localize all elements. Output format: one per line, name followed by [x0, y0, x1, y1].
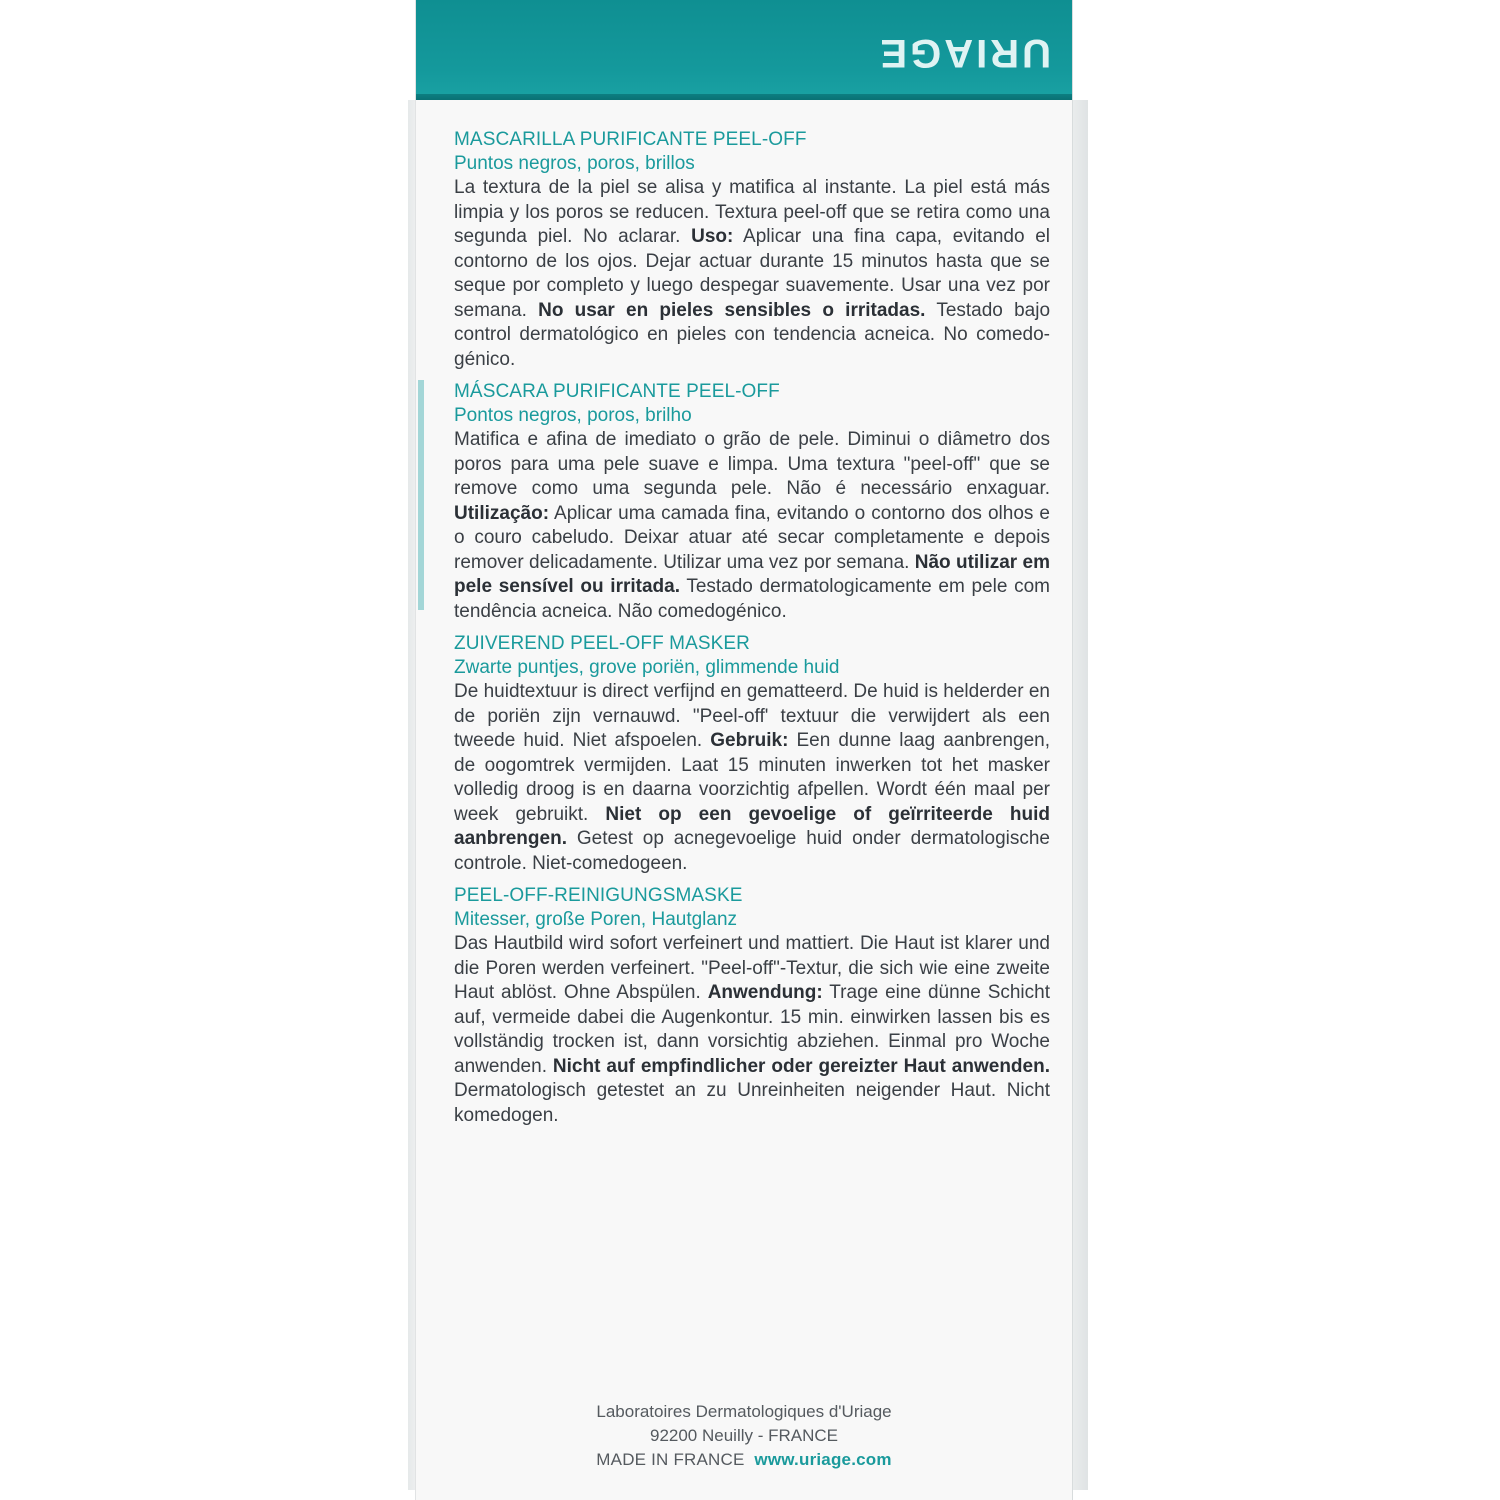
section-body: Matifica e afina de imediato o grão de pele. Diminui o diâmetro dos poros para uma pele suave e limpa. Uma textura "peel-off" que se remove como uma segunda pele. Não é necessário enxaguar. Utilização: Aplicar uma camada fina, evitando o contorno dos olhos e o couro cabeludo. Deixar atuar até secar completamente e depois remover delicadamente. Utilizar uma vez por semana. Não utilizar em pele sensível ou irritada. Testado dermatologicamente em pele com tendência acneica. Não comedogénico. — [454, 429, 1050, 622]
flap-fold-edge — [416, 94, 1072, 100]
box-top-flap — [416, 0, 1072, 100]
section-spanish — [454, 128, 1050, 372]
manufacturer-footer — [416, 1400, 1072, 1472]
section-title: MÁSCARA PURIFICANTE PEEL-OFF — [454, 381, 780, 402]
section-portuguese — [454, 380, 1050, 624]
origin-line: MADE IN FRANCE www.uriage.com — [596, 1450, 892, 1469]
section-subtitle: Zwarte puntjes, grove poriën, glimmende huid — [454, 657, 840, 678]
section-body: De huidtextuur is direct verfijnd en gematteerd. De huid is helderder en de poriën zijn vernauwd. "Peel-off' textuur die verwijdert als een tweede huid. Niet afspoelen. Gebruik: Een dunne laag aanbrengen, de oogomtrek vermijden. Laat 15 minuten inwerken tot het masker volledig droog is en daarna voorzichtig afpellen. Wordt één maal per week gebruikt. Niet op een gevoelige of geïrriteerde huid aanbrengen. Getest op acnegevoelige huid onder dermatologische controle. Niet-comedogeen. — [454, 681, 1050, 874]
label-text-block — [454, 128, 1050, 1136]
section-body: Das Hautbild wird sofort verfeinert und mattiert. Die Haut ist klarer und die Poren werden verfeinert. "Peel-off"-Textur, die sich wie eine zweite Haut ablöst. Ohne Abspülen. Anwendung: Trage eine dünne Schicht auf, vermeide dabei die Augenkontur. 15 min. einwirken lassen bis es vollständig trocken ist, dann vorsichtig abziehen. Einmal pro Woche anwenden. Nicht auf empfindlicher oder gereizter Haut anwenden. Dermatologisch getestet an zu Unreinheiten neigender Haut. Nicht komedogen. — [454, 933, 1050, 1126]
manufacturer-address: 92200 Neuilly - FRANCE — [649, 1426, 838, 1445]
section-subtitle: Puntos negros, poros, brillos — [454, 153, 695, 174]
section-title: PEEL-OFF-REINIGUNGSMASKE — [454, 885, 743, 906]
brand-logo: URIAGE — [877, 31, 1051, 75]
section-body: La textura de la piel se alisa y matifica al instante. La piel está más limpia y los poros se reducen. Textura peel-off que se retira como una segunda piel. No aclarar. Uso: Aplicar una fina capa, evitando el contorno de los ojos. Dejar actuar durante 15 minutos hasta que se seque por completo y luego despegar suavemente. Usar una vez por semana. No usar en pieles sensibles o irritadas. Testado bajo control dermatológico en pieles con tendencia acneica. No comedogénico. — [454, 177, 1051, 370]
section-title: MASCARILLA PURIFICANTE PEEL-OFF — [454, 129, 807, 150]
product-box-panel — [415, 0, 1073, 1500]
section-subtitle: Pontos negros, poros, brilho — [454, 405, 692, 426]
manufacturer-name: Laboratoires Dermatologiques d'Uriage — [596, 1402, 892, 1421]
section-subtitle: Mitesser, große Poren, Hautglanz — [454, 909, 738, 930]
section-dutch — [454, 632, 1050, 876]
section-title: ZUIVEREND PEEL-OFF MASKER — [454, 633, 750, 654]
side-accent-strip — [418, 380, 424, 610]
section-german — [454, 884, 1050, 1128]
website-link: www.uriage.com — [754, 1450, 892, 1469]
